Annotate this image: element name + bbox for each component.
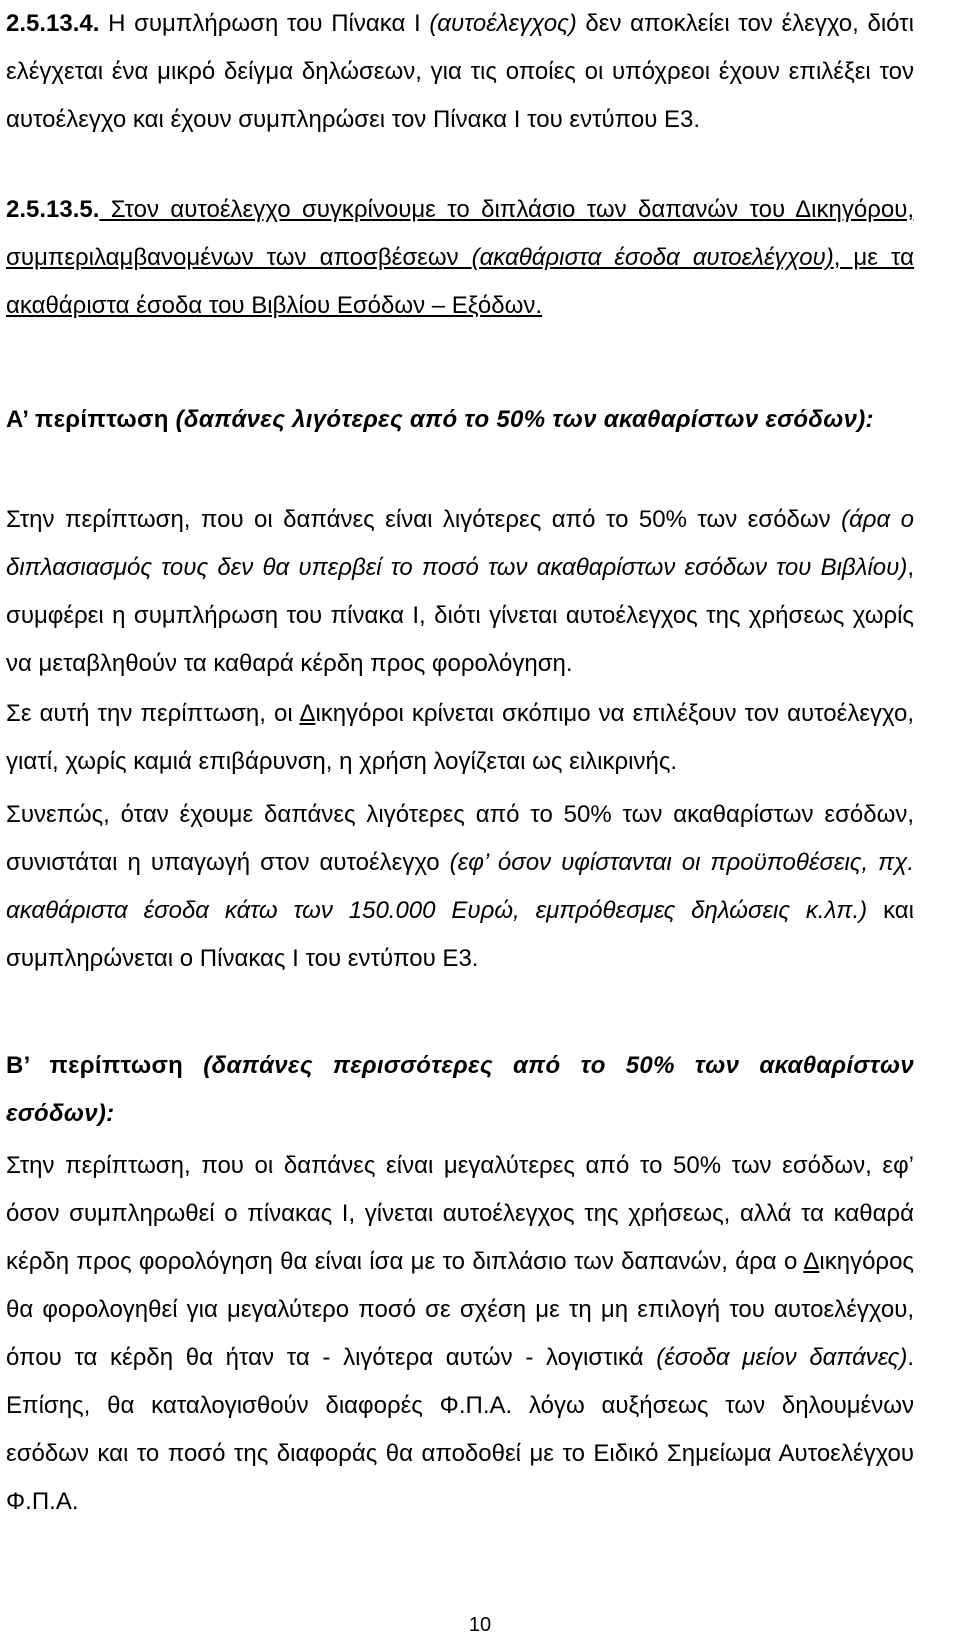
- section-number: 2.5.13.4.: [6, 10, 100, 37]
- case-a-paragraph-3: [6, 791, 914, 983]
- paragraph-italic: (άρα ο διπλασιασμός τους δεν θα υπερβεί το ποσό των ακαθαρίστων εσόδων του Βιβλίου): [6, 506, 914, 581]
- section-number: 2.5.13.5.: [6, 196, 100, 223]
- paragraph-italic: (έσοδα μείον δαπάνες): [656, 1344, 908, 1371]
- case-b-paragraph-1: [6, 1142, 914, 1526]
- paragraph-text: και συμπληρώνεται ο Πίνακας Ι του εντύπου Ε3.: [6, 897, 914, 972]
- paragraph-text: , με τα ακαθάριστα έσοδα του Βιβλίου Εσόδων – Εξόδων.: [6, 244, 915, 319]
- paragraph-italic: (αυτοέλεγχος): [429, 10, 577, 37]
- underlined-letter: Δ: [803, 1248, 820, 1275]
- paragraph-text: . Επίσης, θα καταλογισθούν διαφορές Φ.Π.Α. λόγω αυξήσεως των δηλουμένων εσόδων και το ποσό της διαφοράς θα αποδοθεί με το Ειδικό Σημείωμα Αυτοελέγχου Φ.Π.Α.: [6, 1344, 915, 1515]
- paragraph-text: Σε αυτή την περίπτωση, οι: [6, 700, 300, 727]
- paragraph-text: , συμφέρει η συμπλήρωση του πίνακα Ι, διότι γίνεται αυτοέλεγχος της χρήσεως χωρίς να μεταβληθούν τα καθαρά κέρδη προς φορολόγηση.: [6, 554, 914, 677]
- paragraph-text: Συνεπώς, όταν έχουμε δαπάνες λιγότερες από το 50% των ακαθαρίστων εσόδων, συνιστάται η υπαγωγή στον αυτοέλεγχο: [6, 801, 914, 876]
- heading-lead: Α’ περίπτωση: [6, 406, 176, 433]
- paragraph-text: Στην περίπτωση, που οι δαπάνες είναι μεγαλύτερες από το 50% των εσόδων, εφ’ όσον συμπληρωθεί ο πίνακας Ι, γίνεται αυτοέλεγχος της χρήσεως, αλλά τα καθαρά κέρδη προς φορολόγηση θα είναι ίσα με το διπλάσιο των δαπανών, άρα ο: [6, 1152, 914, 1275]
- paragraph-italic: (ακαθάριστα έσοδα αυτοελέγχου): [471, 244, 834, 271]
- paragraph-text: δεν αποκλείει τον έλεγχο, διότι ελέγχεται ένα μικρό δείγμα δηλώσεων, για τις οποίες οι υπόχρεοι έχουν επιλέξει τον αυτοέλεγχο και έχουν συμπληρώσει τον Πίνακα Ι του εντύπου Ε3.: [6, 10, 914, 133]
- paragraph-text: ικηγόροι κρίνεται σκόπιμο να επιλέξουν τον αυτοέλεγχο, γιατί, χωρίς καμιά επιβάρυνση, η χρήση λογίζεται ως ειλικρινής.: [6, 700, 914, 775]
- page-number: 10: [468, 1614, 492, 1636]
- case-a-heading: [6, 396, 914, 444]
- case-a-paragraph-1: [6, 496, 914, 688]
- heading-italic: (δαπάνες περισσότερες από το 50% των ακαθαρίστων εσόδων):: [6, 1052, 915, 1127]
- section-2-5-13-4: [6, 0, 914, 144]
- section-2-5-13-5: [6, 186, 914, 330]
- paragraph-text: Στην περίπτωση, που οι δαπάνες είναι λιγότερες από το 50% των εσόδων: [6, 506, 842, 533]
- heading-italic: (δαπάνες λιγότερες από το 50% των ακαθαρίστων εσόδων):: [175, 406, 874, 433]
- paragraph-text: ικηγόρος θα φορολογηθεί για μεγαλύτερο ποσό σε σχέση με τη μη επιλογή του αυτοελέγχου, όπου τα κέρδη θα ήταν τα - λιγότερα αυτών - λογιστικά: [6, 1248, 914, 1371]
- paragraph-text: Η συμπλήρωση του Πίνακα Ι: [99, 10, 430, 37]
- paragraph-italic: (εφ’ όσον υφίστανται οι προϋποθέσεις, πχ. ακαθάριστα έσοδα κάτω των 150.000 Ευρώ, εμπρόθεσμες δηλώσεις κ.λπ.): [6, 849, 914, 924]
- underlined-letter: Δ: [299, 700, 316, 727]
- case-a-paragraph-2: [6, 690, 914, 786]
- case-b-heading: [6, 1042, 914, 1138]
- paragraph-text: Στον αυτοέλεγχο συγκρίνουμε το διπλάσιο των δαπανών του Δικηγόρου, συμπεριλαμβανομένων των αποσβέσεων: [6, 196, 914, 271]
- heading-lead: Β’ περίπτωση: [6, 1052, 204, 1079]
